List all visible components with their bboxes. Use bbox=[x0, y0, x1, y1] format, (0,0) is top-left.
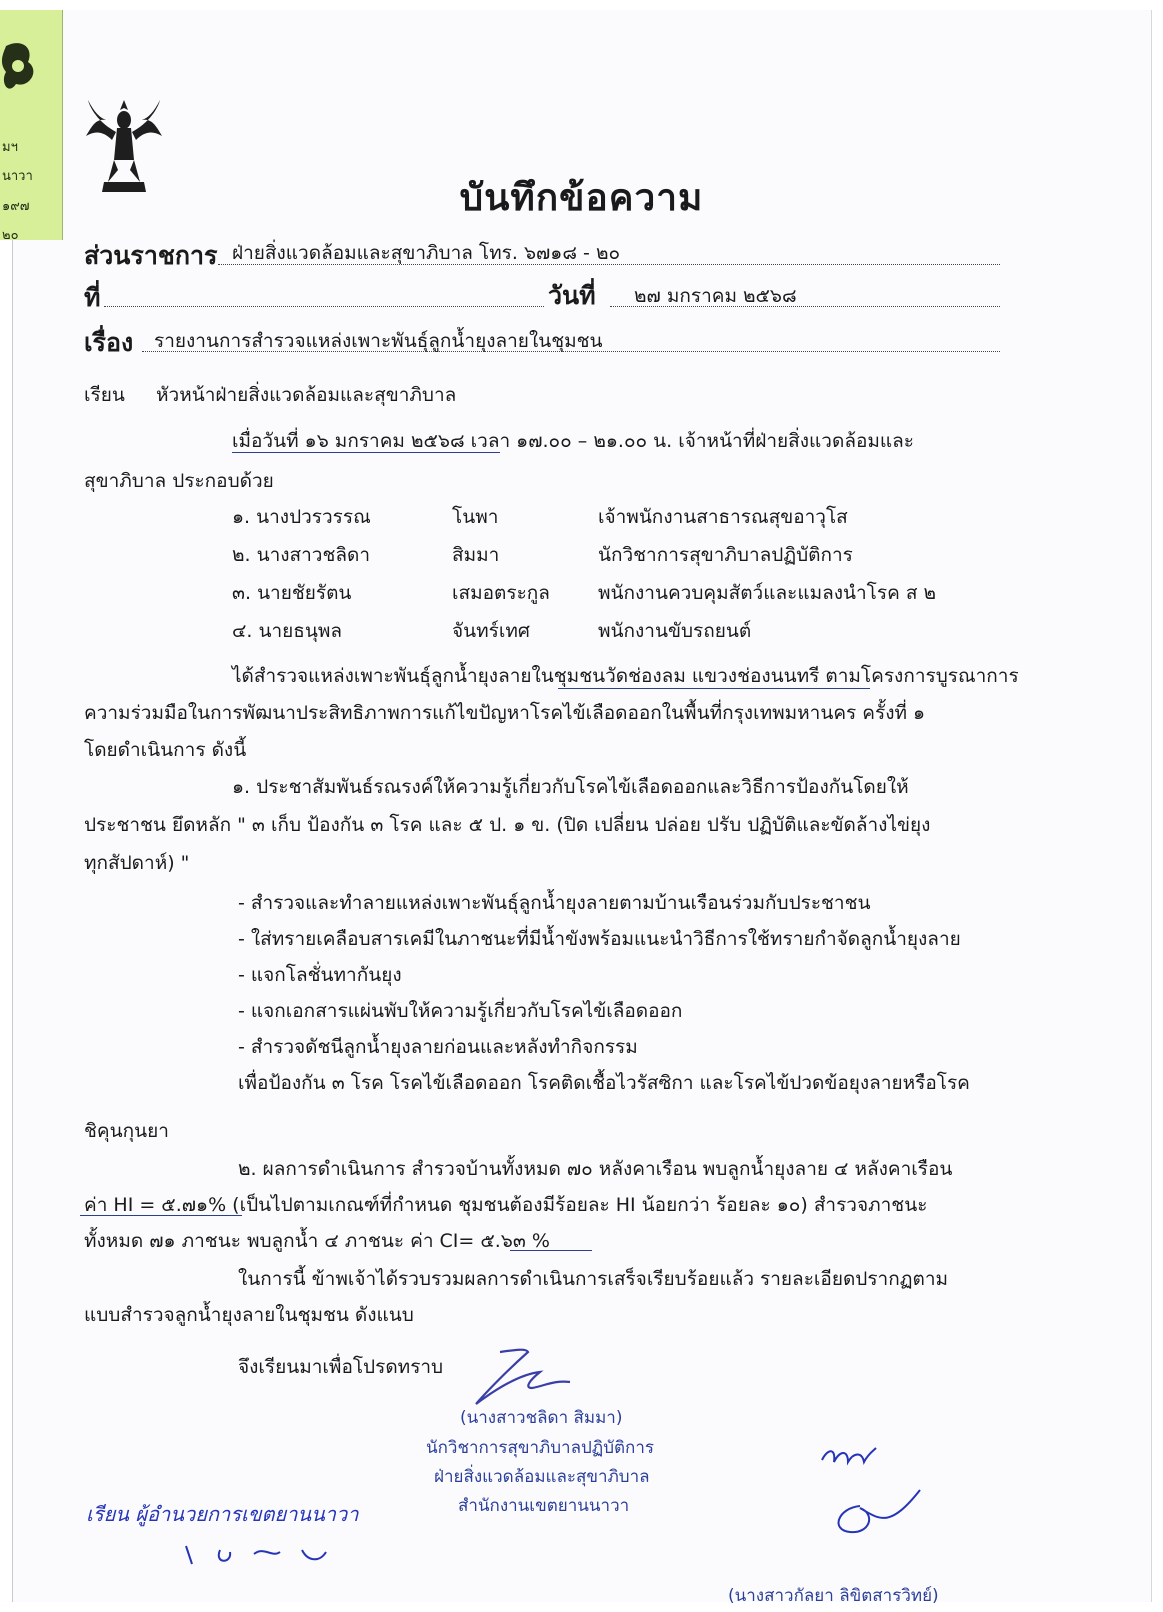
initials-scribble bbox=[818, 1440, 878, 1476]
subject-value: รายงานการสำรวจแหล่งเพาะพันธุ์ลูกน้ำยุงลายในชุมชน bbox=[154, 330, 603, 352]
item-1-line-1: ๑. ประชาสัมพันธ์รณรงค์ให้ความรู้เกี่ยวกับโรคไข้เลือดออกและวิธีการป้องกันโดยให้ bbox=[232, 776, 909, 798]
subject-label: เรื่อง bbox=[84, 328, 134, 357]
signer-position: นักวิชาการสุขาภิบาลปฏิบัติการ bbox=[426, 1438, 655, 1458]
staff-3-surname: เสมอตระกูล bbox=[452, 582, 550, 604]
signer-name: (นางสาวชลิดา สิมมา) bbox=[460, 1408, 623, 1428]
signature-scribble bbox=[470, 1346, 590, 1410]
date-value: ๒๗ มกราคม ๒๕๖๘ bbox=[634, 285, 797, 307]
ref-label: ที่ bbox=[84, 283, 101, 312]
intro-line-1: เมื่อวันที่ ๑๖ มกราคม ๒๕๖๘ เวลา ๑๗.๐๐ – ๒๑.๐๐ น. เจ้าหน้าที่ฝ่ายสิ่งแวดล้อมและ bbox=[232, 430, 914, 452]
paragraph-2-line-1: ได้สำรวจแหล่งเพาะพันธุ์ลูกน้ำยุงลายในชุมชนวัดช่องลม แขวงช่องนนทรี ตามโครงการบูรณาการ bbox=[232, 665, 1019, 687]
bullet-3: - แจกโลชั่นทากันยุง bbox=[238, 964, 402, 986]
staff-1-name: ๑. นางปวรวรรณ bbox=[232, 506, 371, 528]
stamp-line-4: ๒๐ bbox=[2, 228, 19, 240]
item-2-line-2: ค่า HI = ๕.๗๑% (เป็นไปตามเกณฑ์ที่กำหนด ชุมชนต้องมีร้อยละ HI น้อยกว่า ร้อยละ ๑๐) สำรวจภาชนะ bbox=[84, 1194, 928, 1216]
signer-department: ฝ่ายสิ่งแวดล้อมและสุขาภิบาล bbox=[434, 1467, 650, 1487]
ci-underline bbox=[510, 1250, 592, 1251]
stamp-line-1: มฯ bbox=[2, 140, 18, 155]
staff-2-name: ๒. นางสาวชลิดา bbox=[232, 544, 371, 566]
dept-label: ส่วนราชการ bbox=[84, 241, 218, 270]
staff-4-position: พนักงานขับรถยนต์ bbox=[598, 620, 752, 642]
item-1-line-3: ทุกสัปดาห์) " bbox=[84, 852, 190, 874]
stamp-line-3: ๑๙๗ bbox=[2, 199, 30, 214]
bullet-1: - สำรวจและทำลายแหล่งเพาะพันธุ์ลูกน้ำยุงลายตามบ้านเรือนร่วมกับประชาชน bbox=[238, 892, 871, 914]
summary-line-1: ในการนี้ ข้าพเจ้าได้รวบรวมผลการดำเนินการเสร็จเรียบร้อยแล้ว รายละเอียดปรากฏตาม bbox=[238, 1268, 949, 1290]
signer-office: สำนักงานเขตยานนาวา bbox=[458, 1496, 630, 1516]
staff-4-surname: จันทร์เทศ bbox=[452, 620, 530, 642]
intro-line-2: สุขาภิบาล ประกอบด้วย bbox=[84, 470, 274, 492]
item-1-line-2: ประชาชน ยึดหลัก " ๓ เก็บ ป้องกัน ๓ โรค และ ๕ ป. ๑ ข. (ปิด เปลี่ยน ปล่อย ปรับ ปฏิบัติและขัดล้างไข่ยุง bbox=[84, 814, 931, 836]
date-underline bbox=[232, 452, 500, 453]
handwritten-note-continued bbox=[180, 1540, 350, 1568]
staff-1-position: เจ้าพนักงานสาธารณสุขอาวุโส bbox=[598, 506, 848, 528]
staff-1-surname: โนพา bbox=[452, 506, 499, 528]
closing-line: จึงเรียนมาเพื่อโปรดทราบ bbox=[238, 1356, 444, 1378]
bullet-2: - ใส่ทรายเคลือบสารเคมีในภาชนะที่มีน้ำขังพร้อมแนะนำวิธีการใช้ทรายกำจัดลูกน้ำยุงลาย bbox=[238, 928, 961, 950]
memo-title: บันทึกข้อความ bbox=[459, 176, 704, 219]
summary-line-2: แบบสำรวจลูกน้ำยุงลายในชุมชน ดังแนบ bbox=[84, 1304, 414, 1326]
second-signature-scribble bbox=[820, 1486, 930, 1546]
item-2-line-1: ๒. ผลการดำเนินการ สำรวจบ้านทั้งหมด ๗๐ หลังคาเรือน พบลูกน้ำยุงลาย ๔ หลังคาเรือน bbox=[238, 1158, 953, 1180]
to-label: เรียน bbox=[84, 384, 125, 406]
prevent-line-2: ชิคุนกุนยา bbox=[84, 1120, 169, 1142]
dept-value: ฝ่ายสิ่งแวดล้อมและสุขาภิบาล โทร. ๖๗๑๘ - ๒๐ bbox=[232, 242, 621, 264]
staff-3-position: พนักงานควบคุมสัตว์และแมลงนำโรค ส ๒ bbox=[598, 582, 936, 604]
hi-underline bbox=[80, 1215, 242, 1216]
paragraph-2-line-2: ความร่วมมือในการพัฒนาประสิทธิภาพการแก้ไขปัญหาโรคไข้เลือดออกในพื้นที่กรุงเทพมหานคร ครั้งที่ ๑ bbox=[84, 702, 926, 724]
staff-3-name: ๓. นายชัยรัตน bbox=[232, 582, 352, 604]
paragraph-2-line-3: โดยดำเนินการ ดังนี้ bbox=[84, 739, 247, 761]
bullet-4: - แจกเอกสารแผ่นพับให้ความรู้เกี่ยวกับโรคไข้เลือดออก bbox=[238, 1000, 683, 1022]
bullet-5: - สำรวจดัชนีลูกน้ำยุงลายก่อนและหลังทำกิจกรรม bbox=[238, 1036, 638, 1058]
prevent-line-1: เพื่อป้องกัน ๓ โรค โรคไข้เลือดออก โรคติดเชื้อไวรัสซิกา และโรคไข้ปวดข้อยุงลายหรือโรค bbox=[238, 1072, 970, 1094]
to-value: หัวหน้าฝ่ายสิ่งแวดล้อมและสุขาภิบาล bbox=[156, 384, 457, 406]
stamp-line-2: นาวา bbox=[2, 169, 33, 184]
handwritten-note: เรียน ผู้อำนวยการเขตยานนาวา bbox=[86, 1502, 359, 1526]
seal-icon bbox=[0, 38, 40, 108]
second-signer-name: (นางสาวกัลยา ลิขิตสารวิทย์) bbox=[728, 1586, 939, 1606]
community-underline bbox=[558, 688, 870, 689]
date-label: วันที่ bbox=[548, 281, 596, 310]
ref-dotted-line bbox=[104, 306, 544, 307]
staff-2-position: นักวิชาการสุขาภิบาลปฏิบัติการ bbox=[598, 544, 853, 566]
staff-2-surname: สิมมา bbox=[452, 544, 500, 566]
staff-4-name: ๔. นายธนุพล bbox=[232, 620, 343, 642]
item-2-line-3: ทั้งหมด ๗๑ ภาชนะ พบลูกน้ำ ๔ ภาชนะ ค่า CI= ๕.๖๓ % bbox=[84, 1230, 550, 1252]
